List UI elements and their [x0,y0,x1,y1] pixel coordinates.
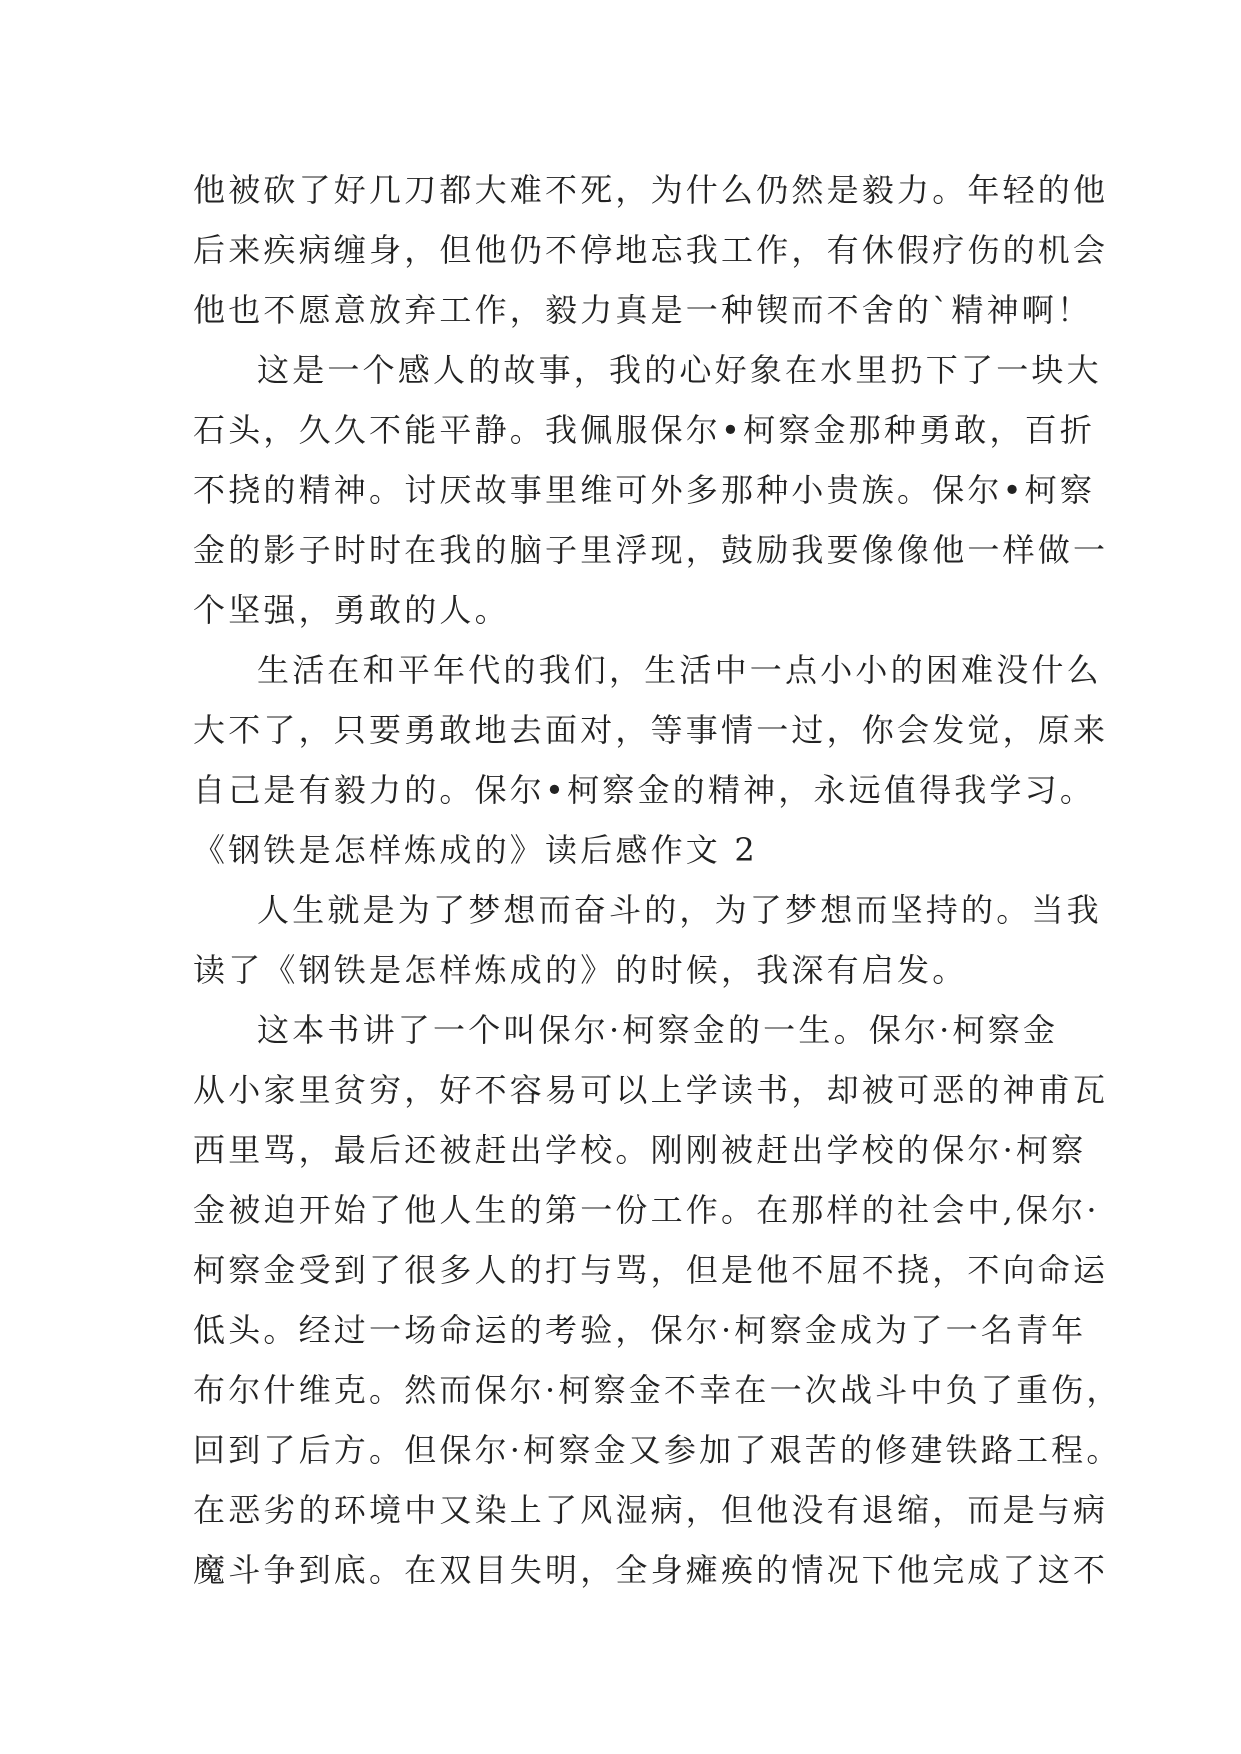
text-line: 回到了后方。但保尔·柯察金又参加了艰苦的修建铁路工程。 [193,1431,1122,1469]
text-line: 金的影子时时在我的脑子里浮现，鼓励我要像像他一样做一 [193,531,1109,569]
text-line: 个坚强，勇敢的人。 [193,591,510,629]
body-text [193,160,1122,1600]
text-line: 金被迫开始了他人生的第一份工作。在那样的社会中,保尔· [193,1191,1100,1229]
text-line: 石头，久久不能平静。我佩服保尔•柯察金那种勇敢，百折 [193,411,1096,449]
text-line: 柯察金受到了很多人的打与骂，但是他不屈不挠，不向命运 [193,1251,1109,1289]
text-line: 人生就是为了梦想而奋斗的，为了梦想而坚持的。当我 [257,891,1102,929]
text-line: 自己是有毅力的。保尔•柯察金的精神，永远值得我学习。 [193,771,1096,809]
text-line: 布尔什维克。然而保尔·柯察金不幸在一次战斗中负了重伤， [193,1371,1122,1409]
text-line: 他被砍了好几刀都大难不死，为什么仍然是毅力。年轻的他 [193,171,1109,209]
text-line: 魔斗争到底。在双目失明，全身瘫痪的情况下他完成了这不 [193,1551,1109,1589]
text-line: 生活在和平年代的我们，生活中一点小小的困难没什么 [257,651,1102,689]
text-line: 《钢铁是怎样炼成的》读后感作文 2 [193,831,758,869]
text-line: 后来疾病缠身，但他仍不停地忘我工作，有休假疗伤的机会 [193,231,1109,269]
text-line: 这本书讲了一个叫保尔·柯察金的一生。保尔·柯察金 [257,1011,1059,1049]
text-line: 西里骂，最后还被赶出学校。刚刚被赶出学校的保尔·柯察 [193,1131,1087,1169]
text-line: 低头。经过一场命运的考验，保尔·柯察金成为了一名青年 [193,1311,1087,1349]
text-line: 他也不愿意放弃工作，毅力真是一种锲而不舍的`精神啊！ [193,291,1093,329]
text-line: 不挠的精神。讨厌故事里维可外多那种小贵族。保尔•柯察 [193,471,1096,509]
text-line: 大不了，只要勇敢地去面对，等事情一过，你会发觉，原来 [193,711,1109,749]
text-line: 读了《钢铁是怎样炼成的》的时候，我深有启发。 [193,951,968,989]
text-line: 这是一个感人的故事，我的心好象在水里扔下了一块大 [257,351,1102,389]
text-line: 在恶劣的环境中又染上了风湿病，但他没有退缩，而是与病 [193,1491,1109,1529]
text-line: 从小家里贫穷，好不容易可以上学读书，却被可恶的神甫瓦 [193,1071,1109,1109]
